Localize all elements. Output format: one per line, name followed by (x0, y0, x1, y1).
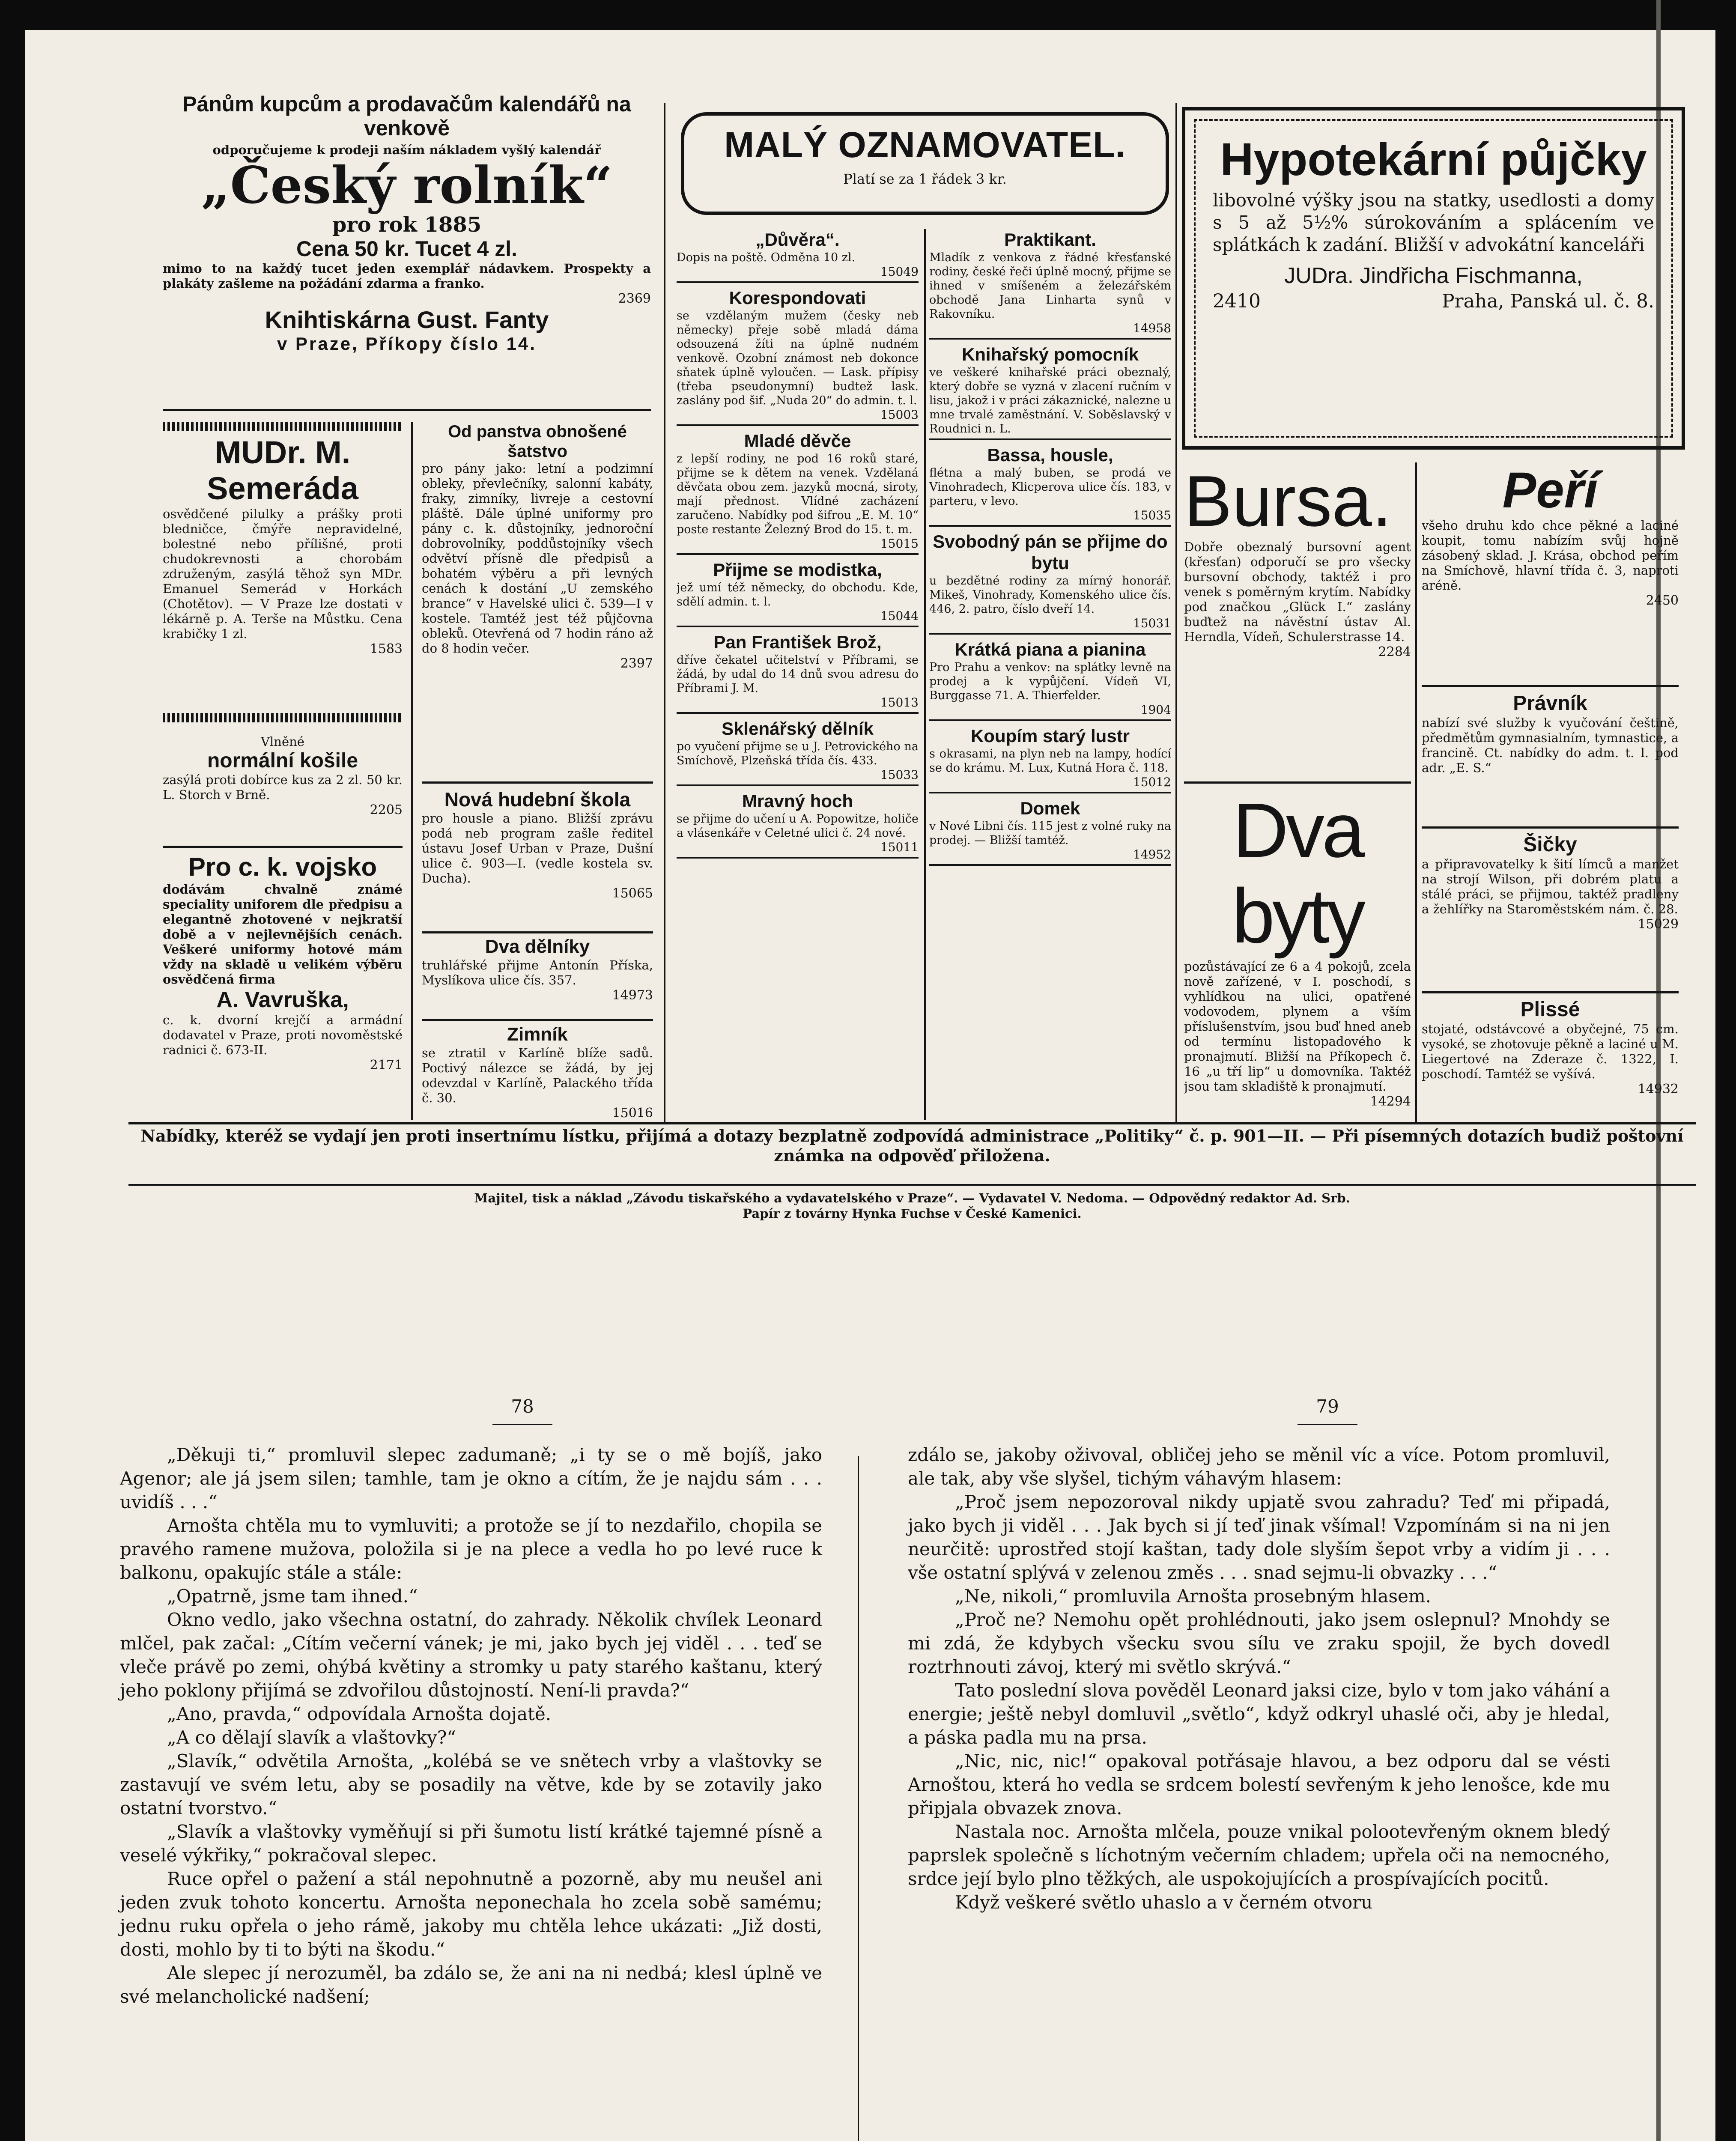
classified-ad (929, 344, 1171, 440)
ad-hudebni (422, 788, 653, 929)
ad-zimnik-text: se ztratil v Karlíně blíže sadů. Poctivý nálezce se žádá, by jej odevzdal v Karlíně, Palackého třída č. 30. (422, 1046, 653, 1105)
classified-ad-code: 15012 (1133, 775, 1171, 789)
page-number-right: 79 (1316, 1396, 1339, 1417)
classified-ad-code: 15031 (1133, 616, 1171, 630)
column-divider (924, 229, 926, 1120)
book-paragraph: „Slavík a vlaštovky vyměňují si při šumotu listí krátké tajemné písně a veselé výkřiky,“ pokračoval slepec. (120, 1821, 822, 1866)
classified-ad-text: u bezdětné rodiny za mírný honorář. Mikeš, Vinohrady, Komenského ulice čís. 446, 2. patro, číslo dveří 14. (929, 574, 1171, 616)
column-divider (664, 103, 665, 1122)
ad-kalendar (163, 92, 651, 400)
classified-ad-heading: Bassa, housle, (987, 445, 1113, 465)
book-paragraph: Okno vedlo, jako všechna ostatní, do zahrady. Několik chvílek Leonard mlčel, pak začal: „Cítím večerní vánek; je mi, jako bych jej viděl . . . teď se vleče právě po zemi, ohýbá květiny a stromky u paty starého kaštanu, který jeho poklony přijímá se zdvořilou důstojností. Není-li pravda?“ (120, 1609, 822, 1701)
book-paragraph: zdálo se, jakoby oživoval, obličej jeho se měnil víc a více. Potom promluvil, ale tak, aby vše slyšel, tichým váhavým hlasem: (908, 1444, 1610, 1489)
ad-dva-byty-heading: Dva byty (1232, 788, 1363, 959)
ad-bursa-heading: Bursa. (1184, 462, 1392, 541)
divider (422, 931, 653, 933)
ad-kalendar-price: Cena 50 kr. Tucet 4 zl. (296, 237, 517, 261)
book-paragraph: „Proč ne? Nemohu opět prohlédnouti, jako jsem oslepnul? Mnohdy se mi zdá, že kdybych všecku svou sílu ve zraku spojil, že bych dovedl roztrhnouti závoj, který mi světlo skrývá.“ (908, 1609, 1610, 1677)
ad-hypoteky-code: 2410 (1213, 290, 1261, 312)
classified-ad (929, 444, 1171, 527)
classified-ad-text: se přijme do učení u A. Popowitze, holiče a vlásenkáře v Celetné ulici č. 24 nové. (677, 812, 919, 840)
ad-delnici-code: 14973 (612, 988, 653, 1003)
classified-ad-text: v Nové Libni čís. 115 jest z volné ruky na prodej. — Bližší tamtéž. (929, 820, 1171, 847)
classified-ad (677, 287, 919, 426)
ad-kalendar-code: 2369 (618, 291, 651, 306)
ad-kosile-code: 2205 (370, 802, 403, 817)
classified-ad-heading: Pan František Brož, (713, 632, 882, 652)
maly-oznamovatel-title: MALÝ OZNAMOVATEL. (724, 125, 1126, 165)
ad-plisse (1422, 998, 1679, 1122)
maly-oznamovatel-right-column (929, 229, 1171, 1120)
ad-plisse-code: 14932 (1638, 1082, 1679, 1097)
classified-ad-code: 15049 (880, 265, 919, 279)
ad-kalendar-address: v Praze, Příkopy číslo 14. (277, 334, 537, 354)
page-number-left: 78 (511, 1396, 534, 1417)
book-paragraph: „Nic, nic, nic!“ opakoval potřásaje hlavou, a bez odporu dal se vésti Arnoštou, která ho vedla se srdcem bolestí sevřeným k jeho lenošce, kde mu připjala obvazek znova. (908, 1750, 1610, 1819)
ad-hypoteky-heading: Hypotekární půjčky (1220, 133, 1647, 185)
classified-ad-text: dříve čekatel učitelství v Příbrami, se žádá, by udal do 14 dnů svou adresu do Příbrami J. M. (677, 653, 919, 695)
classified-ad (929, 639, 1171, 721)
book-page-left-text (120, 1443, 822, 2008)
book-paragraph: Tato poslední slova pověděl Leonard jaksi cize, bylo v tom jako váhání a energie; ještě nebyl domluvil „světlo“, když odkryl uhaslé oči, aby je hledal, a páska padla mu na prsa. (908, 1680, 1610, 1748)
ad-hypoteky-text: libovolné výšky jsou na statky, usedlosti a domy s 5 až 5½% súrokováním a splácením ve splátkách k zadání. Bližší v advokátní kanceláři (1213, 190, 1654, 255)
book-paragraph: „Proč jsem nepozoroval nikdy upjatě svou zahradu? Teď mi připadá, jako bych ji viděl . . . Jak bych si jí teď jinak všímal! Vzpomínám si na ni jen neurčitě: uprostřed stojí kaštan, tady dole slyším šepot vrby a vidím ji . . . vše ostatní splývá v zelenou změs . . . snad sejmu-li obvazky . . .“ (908, 1491, 1610, 1583)
ad-dva-byty-code: 14294 (1370, 1094, 1411, 1109)
book-paragraph: „A co dělají slavík a vlaštovky?“ (167, 1727, 456, 1748)
ornament-rule (163, 422, 403, 431)
ad-kalendar-publisher: Knihtiskárna Gust. Fanty (265, 306, 549, 333)
ad-satstvo-code: 2397 (620, 656, 653, 671)
ad-peri-code: 2450 (1646, 593, 1679, 608)
ad-satstvo-heading: Od panstva obnošené šatstvo (448, 422, 627, 461)
classified-ad-text: Pro Prahu a venkov: na splátky levně na prodej a k vypůjčení. Vídeň VI, Burggasse 71. A. Thierfelder. (929, 661, 1171, 702)
classified-ad (929, 725, 1171, 793)
classified-ad-heading: Domek (1020, 798, 1080, 818)
classified-ad (677, 718, 919, 786)
column-divider (1415, 462, 1417, 1122)
ad-sicky (1422, 833, 1679, 987)
ad-peri-heading: Peří (1502, 462, 1598, 519)
classified-ad-heading: Korespondovati (729, 288, 866, 308)
classified-ad-code: 15015 (880, 537, 919, 551)
classified-ad-text: se vzdělaným mužem (česky neb německy) přeje sobě mladá dáma odsouzená žíti na úplně nudném venkově. Ozobní známost neb dokonce sňatek úplně vyloučen. — Lask. přípisy (třeba pseudonymní) budtež lask. zaslány pod šif. „Nuda 20“ do admin. t. l. (677, 309, 919, 407)
ad-hypoteky (1182, 107, 1685, 450)
book-page-right-text (908, 1443, 1610, 1914)
ad-hudebni-text: pro housle a piano. Bližší zprávu podá neb program zašle ředitel ústavu Josef Urban v Praze, Dušní ulice č. 903—I. (vedle kostela sv. Ducha). (422, 811, 653, 886)
book-paragraph: „Ne, nikoli,“ promluvila Arnošta prosebným hlasem. (955, 1586, 1432, 1607)
classified-ad (929, 798, 1171, 866)
classified-ad (929, 229, 1171, 340)
ad-pravnik (1422, 692, 1679, 824)
classified-ad-code: 14952 (1133, 847, 1171, 862)
ad-zimnik-heading: Zimník (507, 1024, 568, 1045)
ad-vojsko (163, 852, 403, 1126)
classified-ad-heading: Přijme se modistka, (713, 560, 882, 580)
classified-ad (677, 430, 919, 555)
ad-bursa-text: Dobře obeznalý bursovní agent (křesťan) odporučí se pro všecky bursovní obchody, taktéž i pro venek s poměrným krytím. Nabídky pod značkou „Glück I.“ zaslány buďtež na návěstní ústav Al. Herndla, Vídeň, Schulerstrasse 14. (1184, 540, 1411, 644)
divider (163, 409, 651, 411)
book-paragraph: „Opatrně, jsme tam ihned.“ (167, 1586, 418, 1607)
ad-kalendar-year: pro rok 1885 (332, 213, 482, 237)
ad-satstvo (422, 422, 653, 777)
ad-semerad-name: MUDr. M. Semeráda (207, 435, 358, 506)
ad-peri-text: všeho druhu kdo chce pěkné a laciné koupit, tomu nabízím svůj hojně zásobený sklad. J. Krása, obchod peřím na Smíchově, hlavní třída č. 3, naproti aréně. (1422, 518, 1679, 593)
classified-ad-code: 15013 (880, 695, 919, 710)
ad-dva-byty (1184, 788, 1411, 1122)
ad-delnici (422, 936, 653, 1017)
classified-ad-code: 14958 (1133, 321, 1171, 335)
ad-plisse-text: stojaté, odstávcové a obyčejné, 75 cm. vysoké, se zhotovuje pěkně a laciné u M. Liegertové na Zderaze č. 1322, I. poschodí. Tamtéž se vyšívá. (1422, 1022, 1679, 1081)
book-paragraph: Arnošta chtěla mu to vymluviti; a protože se jí to nezdařilo, chopila se pravého ramene mužova, položila si je na plece a vedla ho po levé ruce k balkonu, opakujíc stále a stále: (120, 1515, 822, 1583)
classified-ad-text: Dopis na poště. Odměna 10 zl. (677, 251, 856, 264)
ad-vojsko-code: 2171 (370, 1058, 403, 1073)
divider (422, 781, 653, 784)
classified-ad (677, 229, 919, 283)
classified-ad-heading: Praktikant. (1004, 230, 1096, 250)
classified-ad-code: 15044 (880, 609, 919, 623)
book-paragraph: „Slavík,“ odvětila Arnošta, „kolébá se ve snětech vrby a vlaštovky se zastavují ve svém letu, aby se posadily na větve, kde by se zotavily jako ostatní tvorstvo.“ (120, 1750, 822, 1819)
ad-kalendar-title: „Český rolník“ (201, 155, 613, 215)
classified-ad-text: flétna a malý buben, se prodá ve Vinohradech, Klicperova ulice čís. 183, v parteru, v levo. (929, 466, 1171, 508)
ad-bursa-code: 2284 (1378, 644, 1411, 659)
book-paragraph: Když veškeré světlo uhaslo a v černém otvoru (955, 1892, 1373, 1913)
book-paragraph: Nastala noc. Arnošta mlčela, pouze vnikal polootevřeným oknem bledý paprslek společně s líchotným večerním chladem; upřela oči na nemocného, srdce její bylo plno těžkých, ale uspokojujících a prospívajících pocitů. (908, 1821, 1610, 1889)
classified-ad-heading: „Důvěra“. (755, 230, 840, 250)
ad-plisse-heading: Plissé (1520, 998, 1580, 1021)
footer-rule (128, 1184, 1696, 1186)
classified-ad-code: 15033 (880, 768, 919, 782)
ad-sicky-text: a připravovatelky k šití límců a manžet na strojí Wilson, při dobrém platu a stálé práci, se přijmou, taktéž pradleny a žehlířky na Staroměstském nám. č. 28. (1422, 857, 1679, 916)
divider (1422, 991, 1679, 993)
maly-oznamovatel-banner (681, 112, 1169, 215)
ad-delnici-text: truhlářské přijme Antonín Příska, Myslíkova ulice čís. 357. (422, 958, 653, 987)
ad-semerad-code: 1583 (370, 641, 403, 656)
ad-kosile-text: zasýlá proti dobírce kus za 2 zl. 50 kr. L. Storch v Brně. (163, 772, 403, 802)
footer-rule (128, 1122, 1696, 1124)
book-paragraph: „Děkuji ti,“ promluvil slepec zadumaně; „i ty se o mě bojíš, jako Agenor; ale já jsem silen; tamhle, tam je okno a cítím, že je najdu sám . . . uvidíš . . .“ (120, 1444, 822, 1512)
ad-vojsko-heading: Pro c. k. vojsko (188, 853, 377, 881)
classified-ad-heading: Mladé děvče (744, 431, 851, 451)
ad-vojsko-firm-text: c. k. dvorní krejčí a armádní dodavatel v Praze, proti novoměstské radnici č. 673-II. (163, 1013, 403, 1057)
classified-ad-text: s okrasami, na plyn neb na lampy, hodící se do krámu. M. Lux, Kutná Hora č. 118. (929, 747, 1171, 775)
classified-ad (677, 790, 919, 859)
classified-ad-code: 1904 (1140, 703, 1171, 717)
ad-zimnik-code: 15016 (612, 1106, 653, 1121)
ad-peri (1422, 462, 1679, 689)
classified-ad-text: jež umí též německy, do obchodu. Kde, sdělí admin. t. l. (677, 581, 919, 608)
page-number-rule (492, 1424, 552, 1425)
divider (1422, 826, 1679, 829)
column-divider (1175, 103, 1177, 1122)
ad-semerad (163, 435, 403, 709)
classified-ad (677, 632, 919, 714)
book-paragraph: Ale slepec jí nerozuměl, ba zdálo se, že ani na ni nedbá; klesl úplně ve své melancholické nadšení; (120, 1962, 822, 2007)
divider (1184, 781, 1411, 784)
classified-ad (929, 531, 1171, 635)
scan-border-right (1715, 0, 1736, 2141)
book-paragraph: Ruce opřel o pažení a stál nepohnutně a pozorně, aby mu neušel ani jeden zvuk tohoto koncertu. Arnošta neponechala ho zcela sobě samému; jednu ruku opřela o jeho rámě, jakoby mu chtěla lehce ukázati: „Již dosti, dosti, mohlo by ti to býti na škodu.“ (120, 1868, 822, 1960)
maly-oznamovatel-subtitle: Platí se za 1 řádek 3 kr. (843, 171, 1007, 187)
classified-ad-code: 15011 (880, 840, 919, 854)
ornament-rule (163, 713, 403, 722)
ad-pravnik-heading: Právník (1513, 692, 1587, 715)
divider (1422, 685, 1679, 687)
classified-ad-heading: Knihařský pomocník (961, 344, 1139, 364)
ad-kosile-small-heading: Vlněné (261, 734, 304, 749)
footer-notice: Nabídky, kteréž se vydají jen proti insertnímu lístku, přijímá a dotazy bezplatně zodpovídá administrace „Politiky“ č. p. 901—II. — Při písemných dotazích budiž poštovní známka na odpověď přiložena. (140, 1126, 1684, 1165)
classified-ad-heading: Sklenářský dělník (722, 719, 874, 739)
column-divider (411, 422, 413, 1120)
ad-semerad-text: osvědčené pilulky a prášky proti bledničce, čmýře nepravidelné, bolestné nebo přílišné, proti chudokrevnosti a chorobám združeným, zasýlá těhož syn MDr. Emanuel Semerád v Horkách (Chotětov). — V Praze lze dostati v lékárně p. A. Terše na Můstku. Cena krabičky 1 zl. (163, 507, 403, 641)
classified-ad-code: 15035 (1133, 508, 1171, 522)
scan-border-top (0, 0, 1736, 30)
ad-dva-byty-text: pozůstávající ze 6 a 4 pokojů, zcela nově zařízené, v I. poschodí, s vyhlídkou na ulici, opatřené vodovodem, plynem a vším příslušenstvím, jsou buď hned aneb od termínu listopadového k pronajmutí. Bližší na Příkopech č. 16 „u tří lip“ u domovníka. Taktéž jsou tam skladiště k pronajmutí. (1184, 959, 1411, 1094)
classified-ad-text: po vyučení přijme se u J. Petrovického na Smíchově, Plzeňská třída čís. 433. (677, 740, 919, 767)
classified-ad-code: 15003 (880, 408, 919, 422)
classified-ad-heading: Krátká piana a pianina (955, 639, 1146, 659)
classified-ad-text: ve veškeré knihařské práci obeznalý, který dobře se vyzná v zlacení ručním v lisu, jakož i v práci zákaznické, nalezne u mne trvalé zaměstnání. V. Soběslavský v Roudnici n. L. (929, 366, 1171, 435)
ad-sicky-code: 15029 (1638, 917, 1679, 932)
ad-vojsko-text: dodávám chvalně známé speciality uniforem dle předpisu a elegantně zhotovené v nejkratší době a v nejlevnějších cenách. Veškeré uniformy hotové mám vždy na skladě u velikém výběru osvědčená firma (163, 882, 403, 987)
ad-kosile-heading: normální košile (207, 749, 358, 772)
classified-ad (677, 559, 919, 627)
page-number-rule (1298, 1424, 1357, 1425)
scan-border-left (0, 0, 25, 2141)
book-paragraph: „Ano, pravda,“ odpovídala Arnošta dojatě. (167, 1703, 552, 1724)
classified-ad-heading: Koupím starý lustr (970, 726, 1130, 746)
ad-hudebni-code: 15065 (612, 886, 653, 901)
ad-zimnik (422, 1023, 653, 1124)
ad-satstvo-text: pro pány jako: letní a podzimní obleky, převlečníky, salonní kabáty, fraky, zimníky, livreje a cestovní pláště. Dále úplné uniformy pro pány c. k. důstojníky, jednoroční dobrovolníky, poddůstojníky všech odvětví přísně dle předpisů a bohatém výběru a při levných cenách k dostání „U zemského brance“ v Havelské ulici č. 539—I v kostele. Tamtéž jest též půjčovna obleků. Otevřená od 7 hodin ráno až do 8 hodin večer. (422, 461, 653, 656)
ad-vojsko-firm: A. Vavruška, (216, 987, 349, 1012)
ad-pravnik-text: nabízí své služby k vyučování češtině, předmětům gymnasialním, tymnastice, a francině. Ct. nabídky do adm. t. l. pod adr. „E. S.“ (1422, 716, 1679, 775)
divider (163, 846, 403, 848)
ad-kalendar-heading: Pánům kupcům a prodavačům kalendářů na venkově (182, 92, 631, 140)
footer-imprint-line-2: Papír z továrny Hynka Fuchse v České Kamenici. (743, 1206, 1082, 1221)
divider (422, 1019, 653, 1021)
maly-oznamovatel-left-column (677, 229, 919, 1120)
ad-hypoteky-office: JUDra. Jindřicha Fischmanna, (1284, 263, 1583, 288)
ad-kalendar-note: mimo to na každý tucet jeden exemplář nádavkem. Prospekty a plakáty zašleme na požádání zdarma a franko. (163, 261, 651, 291)
ad-delnici-heading: Dva dělníky (485, 936, 590, 957)
classified-ad-text: z lepší rodiny, ne pod 16 roků staré, přijme se k dětem na venek. Vzdělaná děvčata obou zem. jazyků mocná, siroty, mají přednost. Vlídné zacházení zaručeno. Nabídky pod šifrou „E. M. 10“ poste restante Železný Brod do 15. t. m. (677, 452, 919, 536)
ad-hypoteky-address: Praha, Panská ul. č. 8. (1441, 290, 1654, 312)
ad-bursa (1184, 462, 1411, 779)
ad-sicky-heading: Šičky (1523, 833, 1577, 856)
ad-kalendar-intro: odporučujeme k prodeji naším nákladem vyšlý kalendář (212, 143, 601, 157)
classified-ad-heading: Mravný hoch (742, 791, 853, 811)
footer-imprint (128, 1190, 1696, 1221)
classified-ad-text: Mladík z venkova z řádné křesťanské rodiny, české řeči úplně mocný, přijme se ihned v smíšeném a železářském obchodě Jana Linharta synů v Rakovníku. (929, 251, 1171, 321)
classified-ad-heading: Svobodný pán se přijme do bytu (933, 531, 1168, 573)
ad-hudebni-heading: Nová hudební škola (444, 788, 631, 811)
ad-kosile (163, 734, 403, 841)
book-gutter-rule (858, 1456, 859, 2141)
footer-imprint-line-1: Majitel, tisk a náklad „Závodu tiskařského a vydavatelského v Praze“. — Vydavatel V. Nedoma. — Odpovědný redaktor Ad. Srb. (474, 1191, 1350, 1205)
